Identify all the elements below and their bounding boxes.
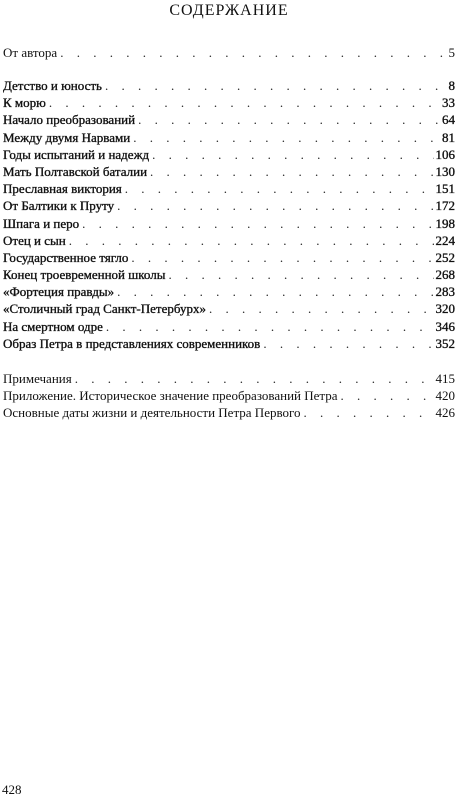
- toc-entry: [3, 163, 455, 180]
- toc-entry-page: 268: [435, 267, 455, 283]
- toc-entry-page: 64: [442, 112, 455, 128]
- toc-entry-page: 346: [435, 318, 455, 334]
- toc-entry-title: Отец и сын: [3, 232, 66, 248]
- toc-entry: [3, 111, 455, 128]
- toc-leader-dots: [49, 94, 440, 111]
- toc-entry-title: Между двумя Нарвами: [3, 129, 131, 145]
- toc-leader-dots: [150, 163, 433, 180]
- toc-entry-title: Государственное тягло: [3, 249, 129, 265]
- toc-entry: [3, 335, 455, 352]
- toc-leader-dots: [60, 44, 446, 61]
- toc-entry-page: 224: [435, 232, 455, 248]
- toc-leader-dots: [133, 129, 440, 146]
- toc-entry-title: Мать Полтавской баталии: [3, 163, 148, 179]
- toc-entry-page: 33: [442, 95, 455, 111]
- toc-entry: [3, 215, 455, 232]
- toc-entry: [3, 94, 455, 111]
- toc-leader-dots: [117, 197, 433, 214]
- toc-entry-title: Приложение. Историческое значение преобразований Петра: [3, 388, 338, 404]
- toc-entry-title: Примечания: [3, 371, 72, 386]
- toc-entry-title: «Столичный град Санкт-Петербурх»: [3, 301, 206, 317]
- toc-entry-title: «Фортеция правды»: [3, 284, 115, 300]
- toc-leader-dots: [168, 266, 433, 283]
- toc-entry-page: 172: [435, 198, 455, 214]
- toc-leader-dots: [69, 232, 434, 249]
- toc-entry: [3, 180, 455, 197]
- toc-entry: [3, 283, 455, 300]
- toc-leader-dots: [341, 387, 434, 404]
- toc-entry-title: Конец троевременной школы: [3, 267, 166, 283]
- toc-entry-title: От автора: [3, 45, 58, 60]
- toc-entry-title: Шпага и перо: [3, 215, 80, 231]
- toc-leader-dots: [304, 404, 434, 421]
- toc-entry: [3, 404, 455, 421]
- toc-entry-page: 415: [435, 371, 455, 386]
- toc-entry-page: 106: [435, 146, 455, 162]
- toc-entry-page: 352: [435, 335, 455, 351]
- page-title: СОДЕРЖАНИЕ: [169, 2, 289, 19]
- toc-entry: [3, 318, 455, 335]
- toc-entry: [3, 387, 455, 404]
- toc-entry-title: Годы испытаний и надежд: [3, 146, 150, 162]
- toc-entry: [3, 146, 455, 163]
- toc-entry-title: Основные даты жизни и деятельности Петра Первого: [3, 405, 301, 421]
- toc-leader-dots: [152, 146, 433, 163]
- toc-entry: [3, 77, 455, 94]
- toc-entry-page: 283: [435, 284, 455, 300]
- toc-entry-page: 151: [435, 181, 455, 197]
- toc-entry-title: От Балтики к Пруту: [3, 198, 115, 214]
- toc-leader-dots: [138, 111, 440, 128]
- toc-leader-dots: [106, 318, 434, 335]
- toc-leader-dots: [105, 77, 447, 94]
- toc-leader-dots: [125, 180, 434, 197]
- toc-entry-title: Детство и юность: [3, 78, 102, 93]
- toc-entry-title: Образ Петра в представлениях современников: [3, 335, 261, 351]
- toc-leader-dots: [209, 300, 434, 317]
- toc-entry: [3, 232, 455, 249]
- toc-leader-dots: [82, 215, 433, 232]
- toc-chapters: [3, 77, 455, 352]
- toc-entry: [3, 197, 455, 214]
- toc-front-matter: [3, 44, 455, 61]
- page-number: 428: [2, 782, 22, 797]
- toc-entry-page: 130: [435, 163, 455, 179]
- toc-entry-page: 8: [448, 78, 455, 93]
- toc-leader-dots: [131, 249, 433, 266]
- toc-entry: [3, 370, 455, 387]
- toc-leader-dots: [263, 335, 433, 352]
- toc-leader-dots: [117, 283, 433, 300]
- toc-entry: [3, 44, 455, 61]
- toc-leader-dots: [75, 370, 434, 387]
- toc-entry-title: Начало преобразований: [3, 112, 136, 128]
- toc-entry-title: На смертном одре: [3, 318, 103, 334]
- toc-entry-page: 420: [435, 388, 455, 404]
- toc-entry-page: 81: [442, 129, 455, 145]
- toc-entry: [3, 266, 455, 283]
- toc-entry: [3, 129, 455, 146]
- toc-entry-title: К морю: [3, 95, 46, 111]
- toc-entry-page: 252: [435, 249, 455, 265]
- toc-entry-title: Преславная виктория: [3, 181, 122, 197]
- toc-entry: [3, 300, 455, 317]
- toc-entry: [3, 249, 455, 266]
- toc-entry-page: 320: [435, 301, 455, 317]
- toc-back-matter: [3, 370, 455, 422]
- toc-entry-page: 426: [435, 405, 455, 421]
- toc-entry-page: 198: [435, 215, 455, 231]
- toc-entry-page: 5: [448, 45, 455, 60]
